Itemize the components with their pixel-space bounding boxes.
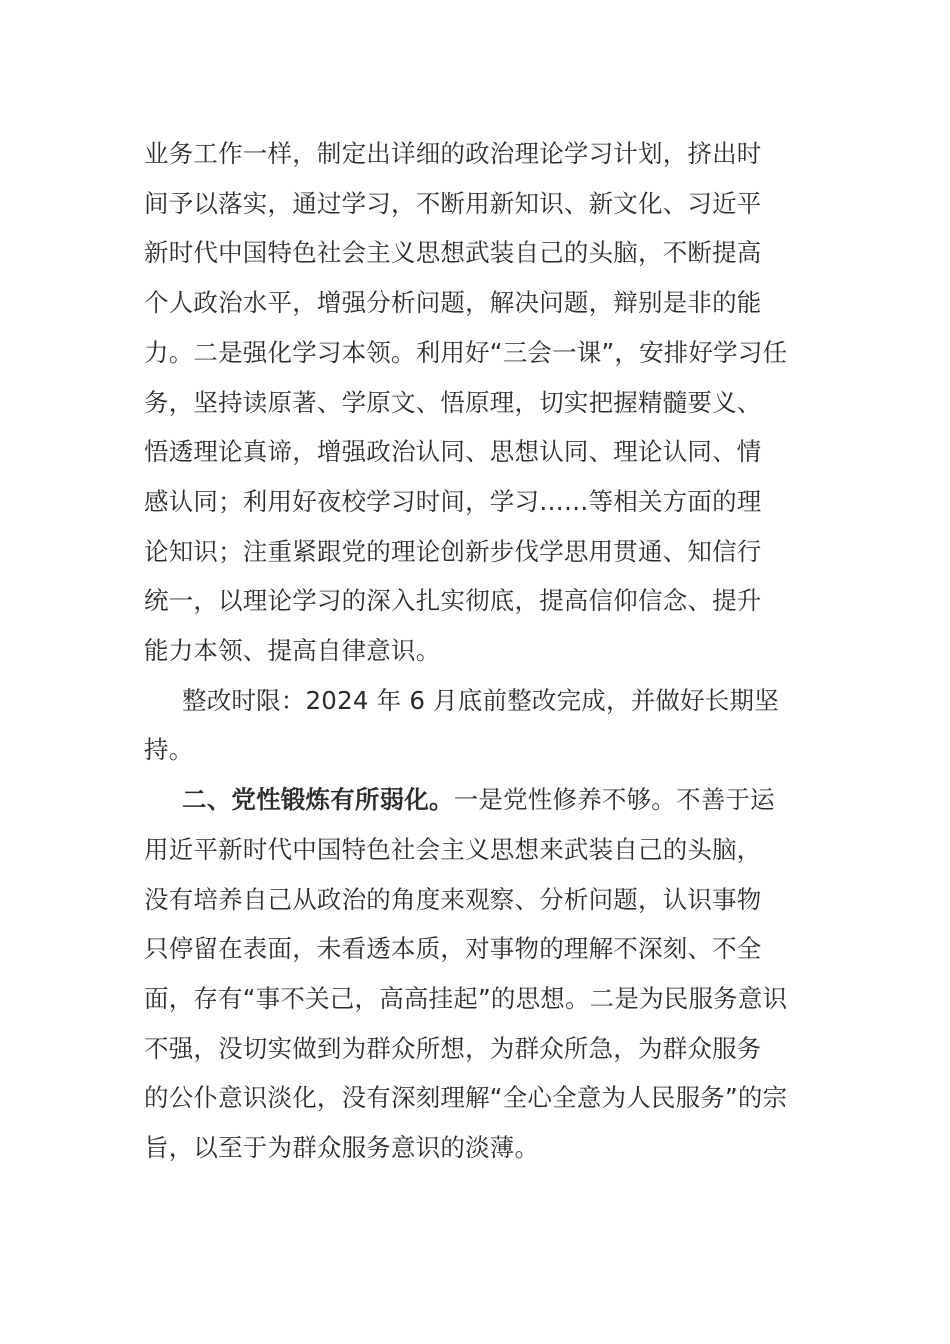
text-line: 不强，没切实做到为群众所想，为群众所急，为群众服务 [144,1033,762,1063]
text-line: 感认同；利用好夜校学习时间，学习……等相关方面的理 [144,486,762,516]
text-line: 只停留在表面，未看透本质，对事物的理解不深刻、不全 [144,934,762,964]
text-line: 务，坚持读原著、学原文、悟原理，切实把握精髓要义、 [144,387,762,417]
text-line: 持。 [144,735,194,765]
text-line: 能力本领、提高自律意识。 [144,636,441,666]
section-heading: 二、党性锻炼有所弱化。 [182,785,454,815]
text-line: 旨，以至于为群众服务意识的淡薄。 [144,1133,540,1163]
text-line: 新时代中国特色社会主义思想武装自己的头脑，不断提高 [144,238,762,268]
document-body [144,129,809,1173]
text-line: 论知识；注重紧跟党的理论创新步伐学思用贯通、知信行 [144,536,762,566]
paragraph-study-plan [144,129,809,676]
text-line: 一是党性修养不够。不善于运 [453,785,775,815]
text-line: 面，存有“事不关己，高高挂起”的思想。二是为民服务意识 [144,983,788,1013]
text-line: 的公仆意识淡化，没有深刻理解“全心全意为人民服务”的宗 [144,1083,788,1113]
text-line: 没有培养自己从政治的角度来观察、分析问题，认识事物 [144,884,762,914]
paragraph-party-spirit [144,775,809,1173]
text-line: 统一，以理论学习的深入扎实彻底，提高信仰信念、提升 [144,586,762,616]
text-line: 整改时限：2024 年 6 月底前整改完成，并做好长期坚 [182,685,779,715]
text-line: 间予以落实，通过学习，不断用新知识、新文化、习近平 [144,188,762,218]
text-line: 用近平新时代中国特色社会主义思想来武装自己的头脑， [144,834,762,864]
paragraph-rectification-deadline [144,676,809,775]
text-line: 业务工作一样，制定出详细的政治理论学习计划，挤出时 [144,139,762,168]
text-line: 力。二是强化学习本领。利用好“三会一课”，安排好学习任 [144,337,788,367]
text-line: 个人政治水平，增强分析问题，解决问题，辩别是非的能 [144,288,762,318]
text-line: 悟透理论真谛，增强政治认同、思想认同、理论认同、情 [144,437,762,467]
